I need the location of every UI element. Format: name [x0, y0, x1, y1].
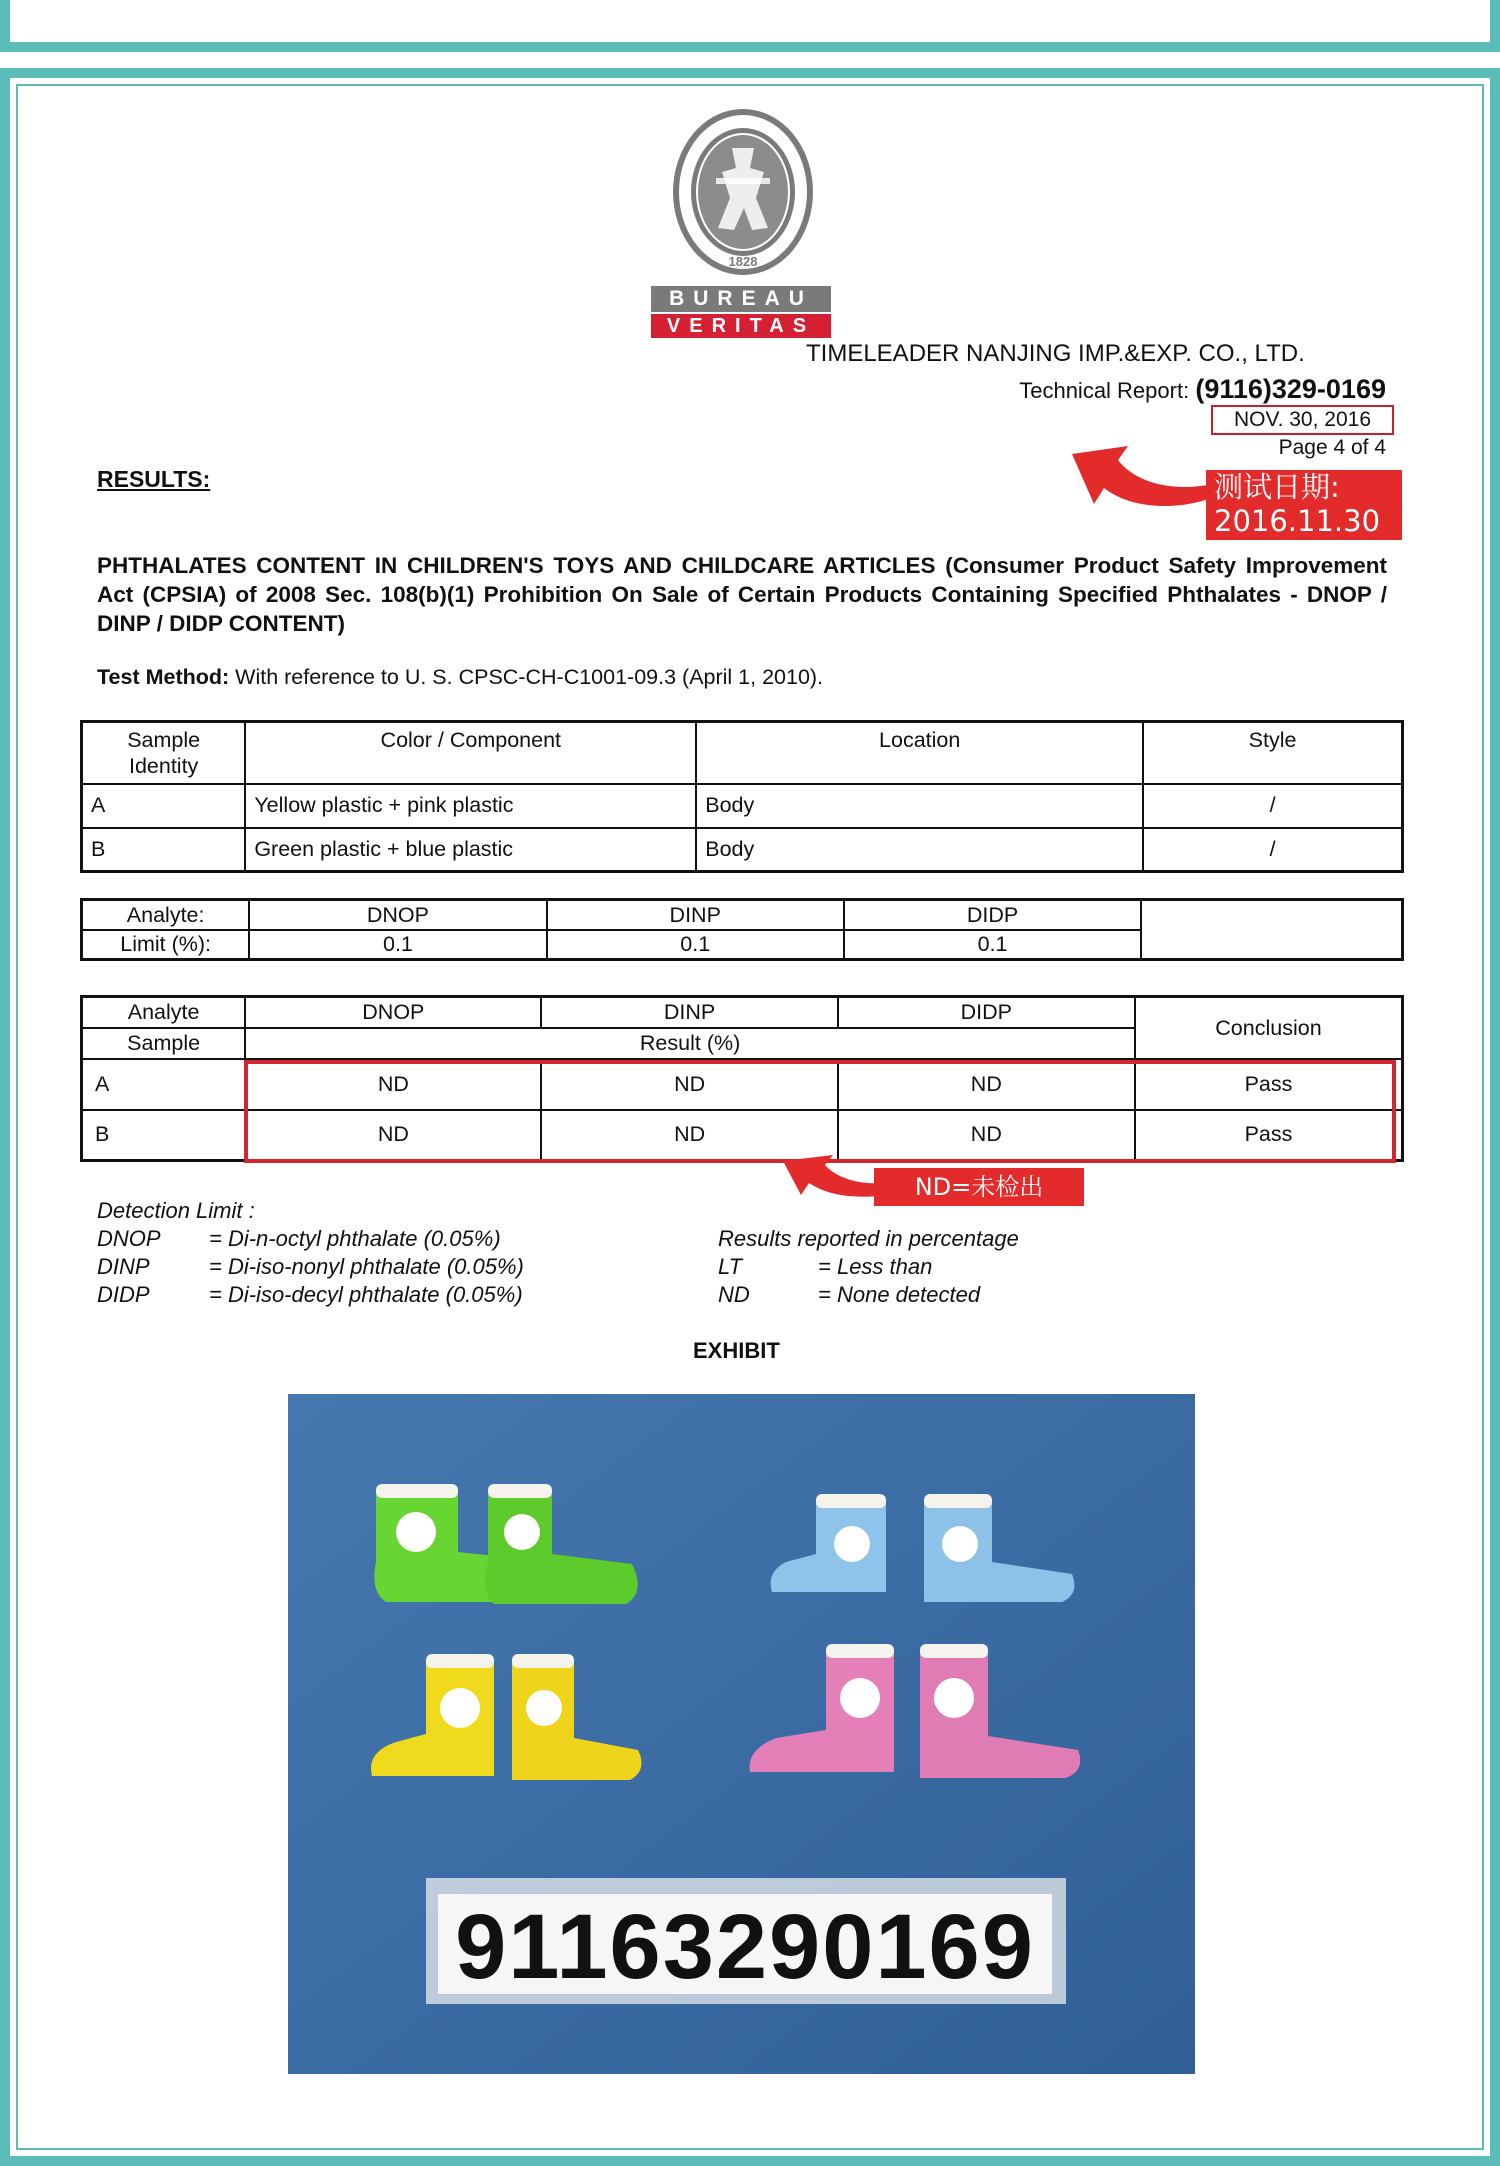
top-frame — [0, 0, 1500, 52]
test-method — [97, 665, 823, 690]
style: / — [1143, 784, 1402, 828]
photo-sample-tag: 91163290169 — [455, 1896, 1035, 1998]
limit-label: Limit (%): — [82, 930, 250, 960]
report-label: Technical Report: — [1019, 378, 1190, 403]
analyte-dinp: DINP — [547, 900, 844, 930]
seal-year: 1828 — [728, 254, 758, 269]
header-style: Style — [1143, 722, 1402, 784]
legend-item: ND = None detected — [718, 1282, 981, 1307]
result-unit-label: Result (%) — [245, 1028, 1135, 1059]
result-didp: ND — [838, 1059, 1135, 1110]
sample-id: A — [82, 784, 246, 828]
location: Body — [696, 828, 1143, 872]
test-date-label: 测试日期: — [1214, 470, 1340, 504]
style: / — [1143, 828, 1402, 872]
limit-dnop: 0.1 — [249, 930, 546, 960]
test-date-annotation — [1206, 470, 1402, 540]
legend-item: DIDP = Di-iso-decyl phthalate (0.05%) — [97, 1282, 523, 1307]
report-number: (9116)329-0169 — [1195, 374, 1386, 404]
result-didp: ND — [838, 1110, 1135, 1161]
test-method-text: With reference to U. S. CPSC-CH-C1001-09.3 (April 1, 2010). — [235, 665, 824, 689]
report-title: PHTHALATES CONTENT IN CHILDREN'S TOYS AND CHILDCARE ARTICLES (Consumer Product Safety Improvement Act (CPSIA) of 2008 Sec. 108(b)(1) Prohibition On Sale of Certain Products Containing Specified Phthalates - DNOP / DINP / DIDP CONTENT) — [97, 553, 1387, 636]
legend-left — [97, 1225, 524, 1309]
table-row — [82, 828, 1403, 872]
legend-item: DINP = Di-iso-nonyl phthalate (0.05%) — [97, 1254, 524, 1279]
sample-table — [80, 720, 1404, 873]
result-sample-id: B — [82, 1110, 246, 1161]
result-dnop: ND — [245, 1110, 541, 1161]
limit-table — [80, 898, 1404, 961]
limit-analyte-row — [82, 900, 1403, 930]
header-location: Location — [696, 722, 1143, 784]
detection-limit-title: Detection Limit : — [97, 1198, 255, 1223]
nd-annotation: ND=未检出 — [874, 1168, 1084, 1206]
result-dinp: ND — [541, 1110, 837, 1161]
red-arrow-left-icon — [1066, 414, 1216, 510]
test-date-value: 2016.11.30 — [1214, 504, 1381, 538]
result-analyte-didp: DIDP — [838, 997, 1135, 1028]
result-analyte-row — [82, 997, 1403, 1028]
wordmark-top: BUREAU — [651, 286, 831, 312]
test-method-label: Test Method: — [97, 665, 230, 689]
analyte-didp: DIDP — [844, 900, 1141, 930]
color-component: Green plastic + blue plastic — [245, 828, 696, 872]
color-component: Yellow plastic + pink plastic — [245, 784, 696, 828]
legend-item: LT = Less than — [718, 1254, 933, 1279]
result-sample-id: A — [82, 1059, 246, 1110]
bureau-veritas-seal — [672, 108, 814, 276]
result-conclusion: Pass — [1135, 1059, 1403, 1110]
limit-didp: 0.1 — [844, 930, 1141, 960]
bureau-veritas-wordmark — [651, 286, 831, 340]
sample-table-header — [82, 722, 1403, 784]
header-sample-identity: Sample Identity — [82, 722, 246, 784]
page-number: Page 4 of 4 — [1278, 436, 1386, 459]
result-dnop: ND — [245, 1059, 541, 1110]
result-analyte-dinp: DINP — [541, 997, 837, 1028]
exhibit-label: EXHIBIT — [693, 1338, 780, 1363]
result-dinp: ND — [541, 1059, 837, 1110]
wordmark-bottom: VERITAS — [651, 314, 831, 338]
legend-item: DNOP = Di-n-octyl phthalate (0.05%) — [97, 1226, 501, 1251]
sample-id: B — [82, 828, 246, 872]
limit-dinp: 0.1 — [547, 930, 844, 960]
limit-empty-cell — [1141, 900, 1402, 960]
result-analyte-dnop: DNOP — [245, 997, 541, 1028]
table-row — [82, 784, 1403, 828]
legend-right — [718, 1225, 1019, 1309]
header-color-component: Color / Component — [245, 722, 696, 784]
analyte-label: Analyte: — [82, 900, 250, 930]
conclusion-header: Conclusion — [1135, 997, 1403, 1059]
company-name: TIMELEADER NANJING IMP.&EXP. CO., LTD. — [806, 340, 1305, 367]
legend-right-title: Results reported in percentage — [718, 1226, 1019, 1251]
result-conclusion: Pass — [1135, 1110, 1403, 1161]
result-analyte-label: Analyte — [82, 997, 246, 1028]
report-date: NOV. 30, 2016 — [1211, 405, 1394, 435]
location: Body — [696, 784, 1143, 828]
analyte-dnop: DNOP — [249, 900, 546, 930]
results-heading: RESULTS: — [97, 466, 211, 492]
technical-report — [1019, 374, 1386, 405]
result-sample-label: Sample — [82, 1028, 246, 1059]
exhibit-photo — [288, 1394, 1195, 2074]
